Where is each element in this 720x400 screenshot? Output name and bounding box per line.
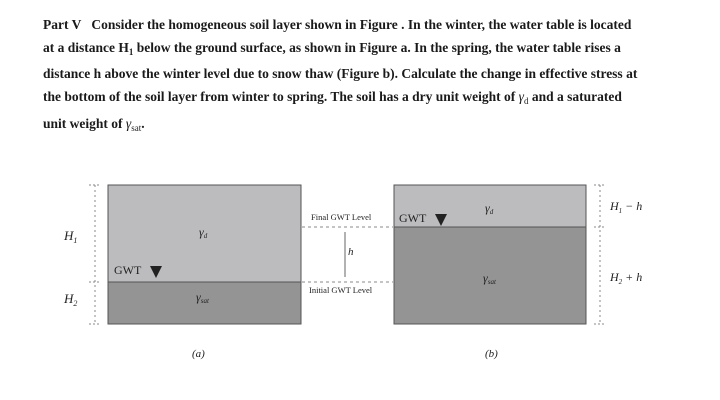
figure-b (394, 185, 642, 360)
label-gamma-d-b: γd (485, 201, 494, 216)
problem-text: distance h above the winter level due to snow thaw (Figure b). Calculate the change in effective stress at (43, 66, 638, 82)
problem-text: . (141, 115, 145, 131)
figure-a (63, 185, 301, 360)
gwt-label-a: GWT (114, 263, 142, 277)
label-gamma-sat-a: γsat (196, 290, 209, 305)
initial-gwt-label: Initial GWT Level (309, 285, 373, 295)
label-H2-plus-h: $H_2 + h$ (610, 270, 643, 286)
problem-text: Consider the homogeneous soil layer shown in Figure . In the winter, the water table is located (91, 17, 632, 32)
saturated-soil-layer-b (394, 227, 586, 324)
final-gwt-label: Final GWT Level (311, 212, 372, 222)
subscript: d (523, 96, 529, 107)
gamma-symbol: γ (125, 115, 132, 131)
gwt-label-b: GWT (399, 211, 427, 225)
water-table-rise-annotation (302, 212, 393, 295)
problem-text: below the ground surface, as shown in Figure a. In the spring, the water table rises a (133, 39, 621, 55)
label-H1: $H_1$ (64, 228, 78, 245)
label-h: h (348, 246, 354, 258)
caption-b: (b) (485, 348, 498, 360)
subscript: 1 (128, 46, 134, 57)
problem-text: the bottom of the soil layer from winter to spring. The soil has a dry unit weight of (43, 89, 519, 105)
gamma-symbol: γ (518, 89, 524, 105)
problem-text: and a saturated (528, 89, 622, 105)
part-label: Part V (43, 17, 82, 32)
label-gamma-d-a: γd (199, 225, 208, 240)
label-H1-minus-h: $H_1 - h$ (610, 199, 643, 215)
problem-text: unit weight of (43, 115, 126, 131)
problem-text: at a distance H (43, 39, 129, 55)
label-H2: $H_2$ (64, 291, 78, 308)
label-gamma-sat-b: γsat (483, 271, 496, 286)
subscript: sat (131, 122, 142, 133)
caption-a: (a) (192, 348, 205, 360)
